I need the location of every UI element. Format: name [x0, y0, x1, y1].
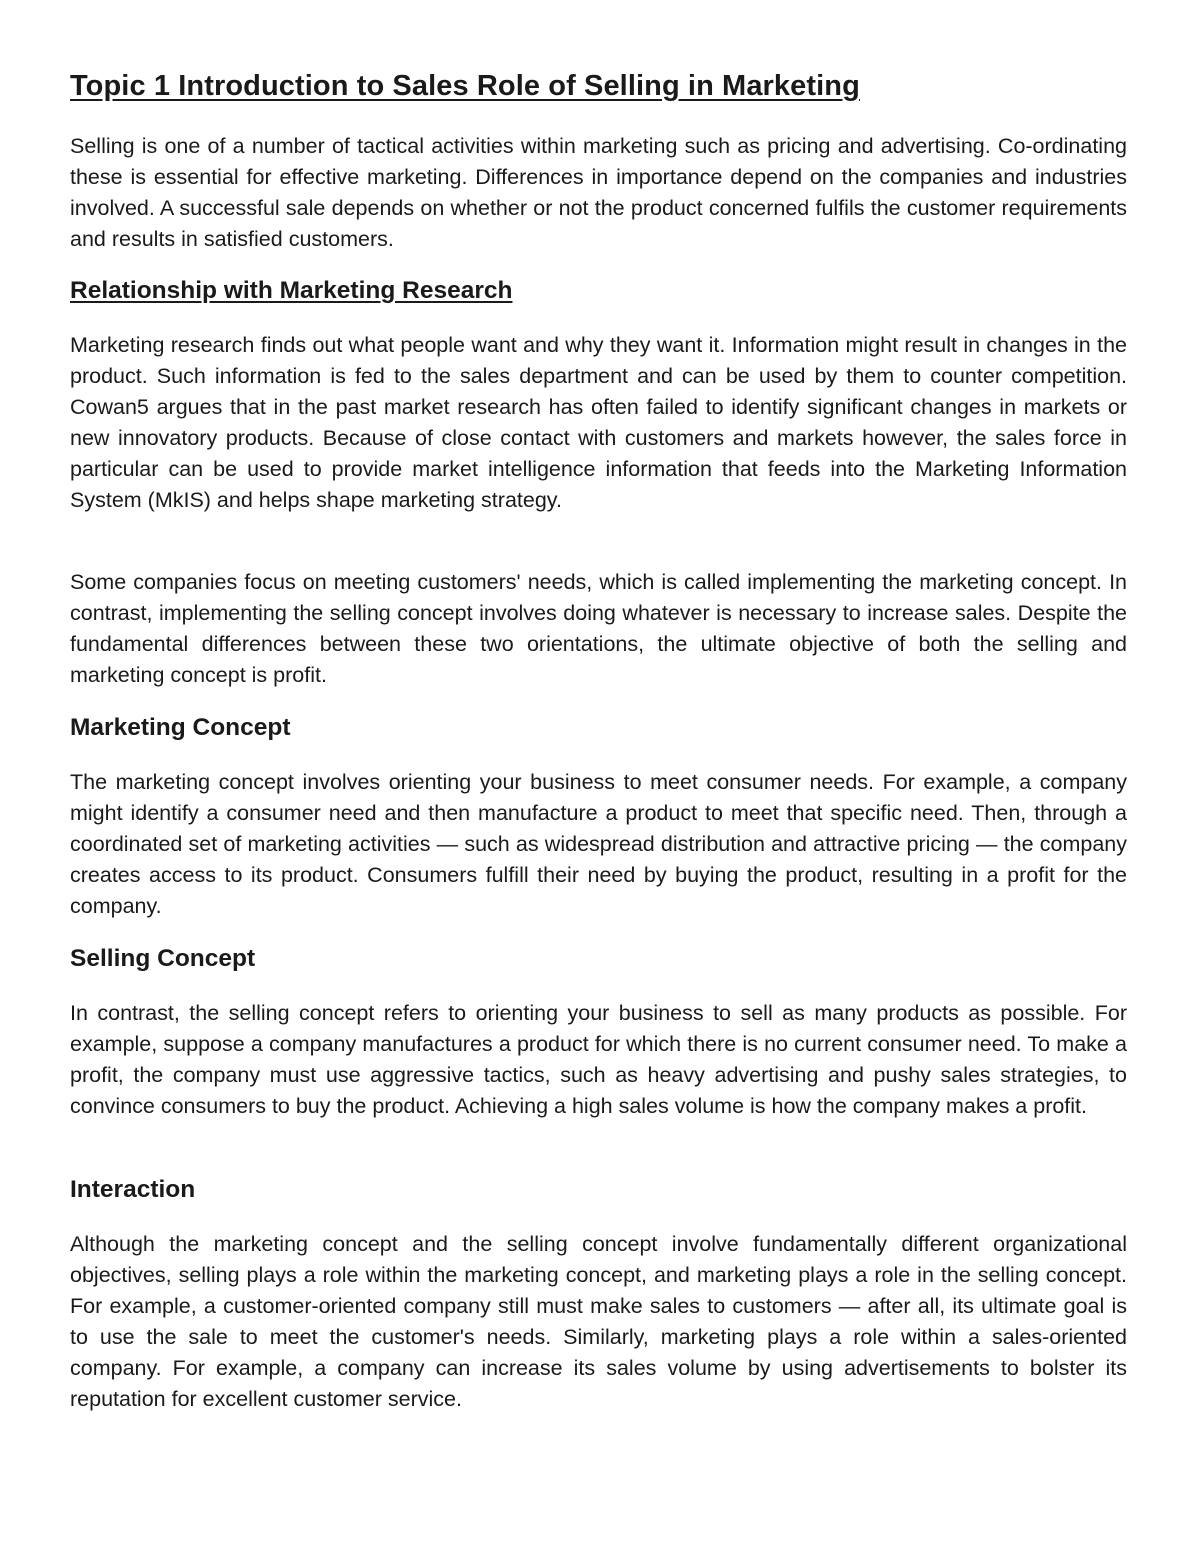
selling-concept-paragraph: In contrast, the selling concept refers to orienting your business to sell as many products as possible. For example, suppose a company manufactures a product for which there is no current consumer need. To make a profit, the company must use aggressive tactics, such as heavy advertising and pushy sales strategies, to convince consumers to buy the product. Achieving a high sales volume is how the company makes a profit. [70, 1001, 1127, 1118]
page-title: Topic 1 Introduction to Sales Role of Selling in Marketing [70, 70, 860, 102]
intro-paragraph: Selling is one of a number of tactical activities within marketing such as pricing and advertising. Co-ordinating these is essential for effective marketing. Differences in importance depend on the companies and industries involved. A successful sale depends on whether or not the product concerned fulfils the customer requirements and results in satisfied customers. [70, 134, 1127, 251]
section-heading-interaction: Interaction [70, 1176, 196, 1203]
marketing-research-paragraph-1: Marketing research finds out what people want and why they want it. Information might result in changes in the product. Such information is fed to the sales department and can be used by them to counter competition. Cowan5 argues that in the past market research has often failed to identify significant changes in markets or new innovatory products. Because of close contact with customers and markets however, the sales force in particular can be used to provide market intelligence information that feeds into the Marketing Information System (MkIS) and helps shape marketing strategy. [70, 333, 1127, 512]
interaction-paragraph: Although the marketing concept and the selling concept involve fundamentally different organizational objectives, selling plays a role within the marketing concept, and marketing plays a role in the selling concept. For example, a customer-oriented company still must make sales to customers — after all, its ultimate goal is to use the sale to meet the customer's needs. Similarly, marketing plays a role within a sales-oriented company. For example, a company can increase its sales volume by using advertisements to bolster its reputation for excellent customer service. [70, 1232, 1127, 1411]
section-heading-marketing-concept: Marketing Concept [70, 714, 291, 741]
section-heading-marketing-research: Relationship with Marketing Research [70, 277, 513, 304]
marketing-research-paragraph-2: Some companies focus on meeting customers' needs, which is called implementing the marketing concept. In contrast, implementing the selling concept involves doing whatever is necessary to increase sales. Despite the fundamental differences between these two orientations, the ultimate objective of both the selling and marketing concept is profit. [70, 570, 1127, 687]
marketing-concept-paragraph: The marketing concept involves orienting your business to meet consumer needs. For example, a company might identify a consumer need and then manufacture a product to meet that specific need. Then, through a coordinated set of marketing activities — such as widespread distribution and attractive pricing — the company creates access to its product. Consumers fulfill their need by buying the product, resulting in a profit for the company. [70, 770, 1127, 918]
section-heading-selling-concept: Selling Concept [70, 945, 256, 972]
